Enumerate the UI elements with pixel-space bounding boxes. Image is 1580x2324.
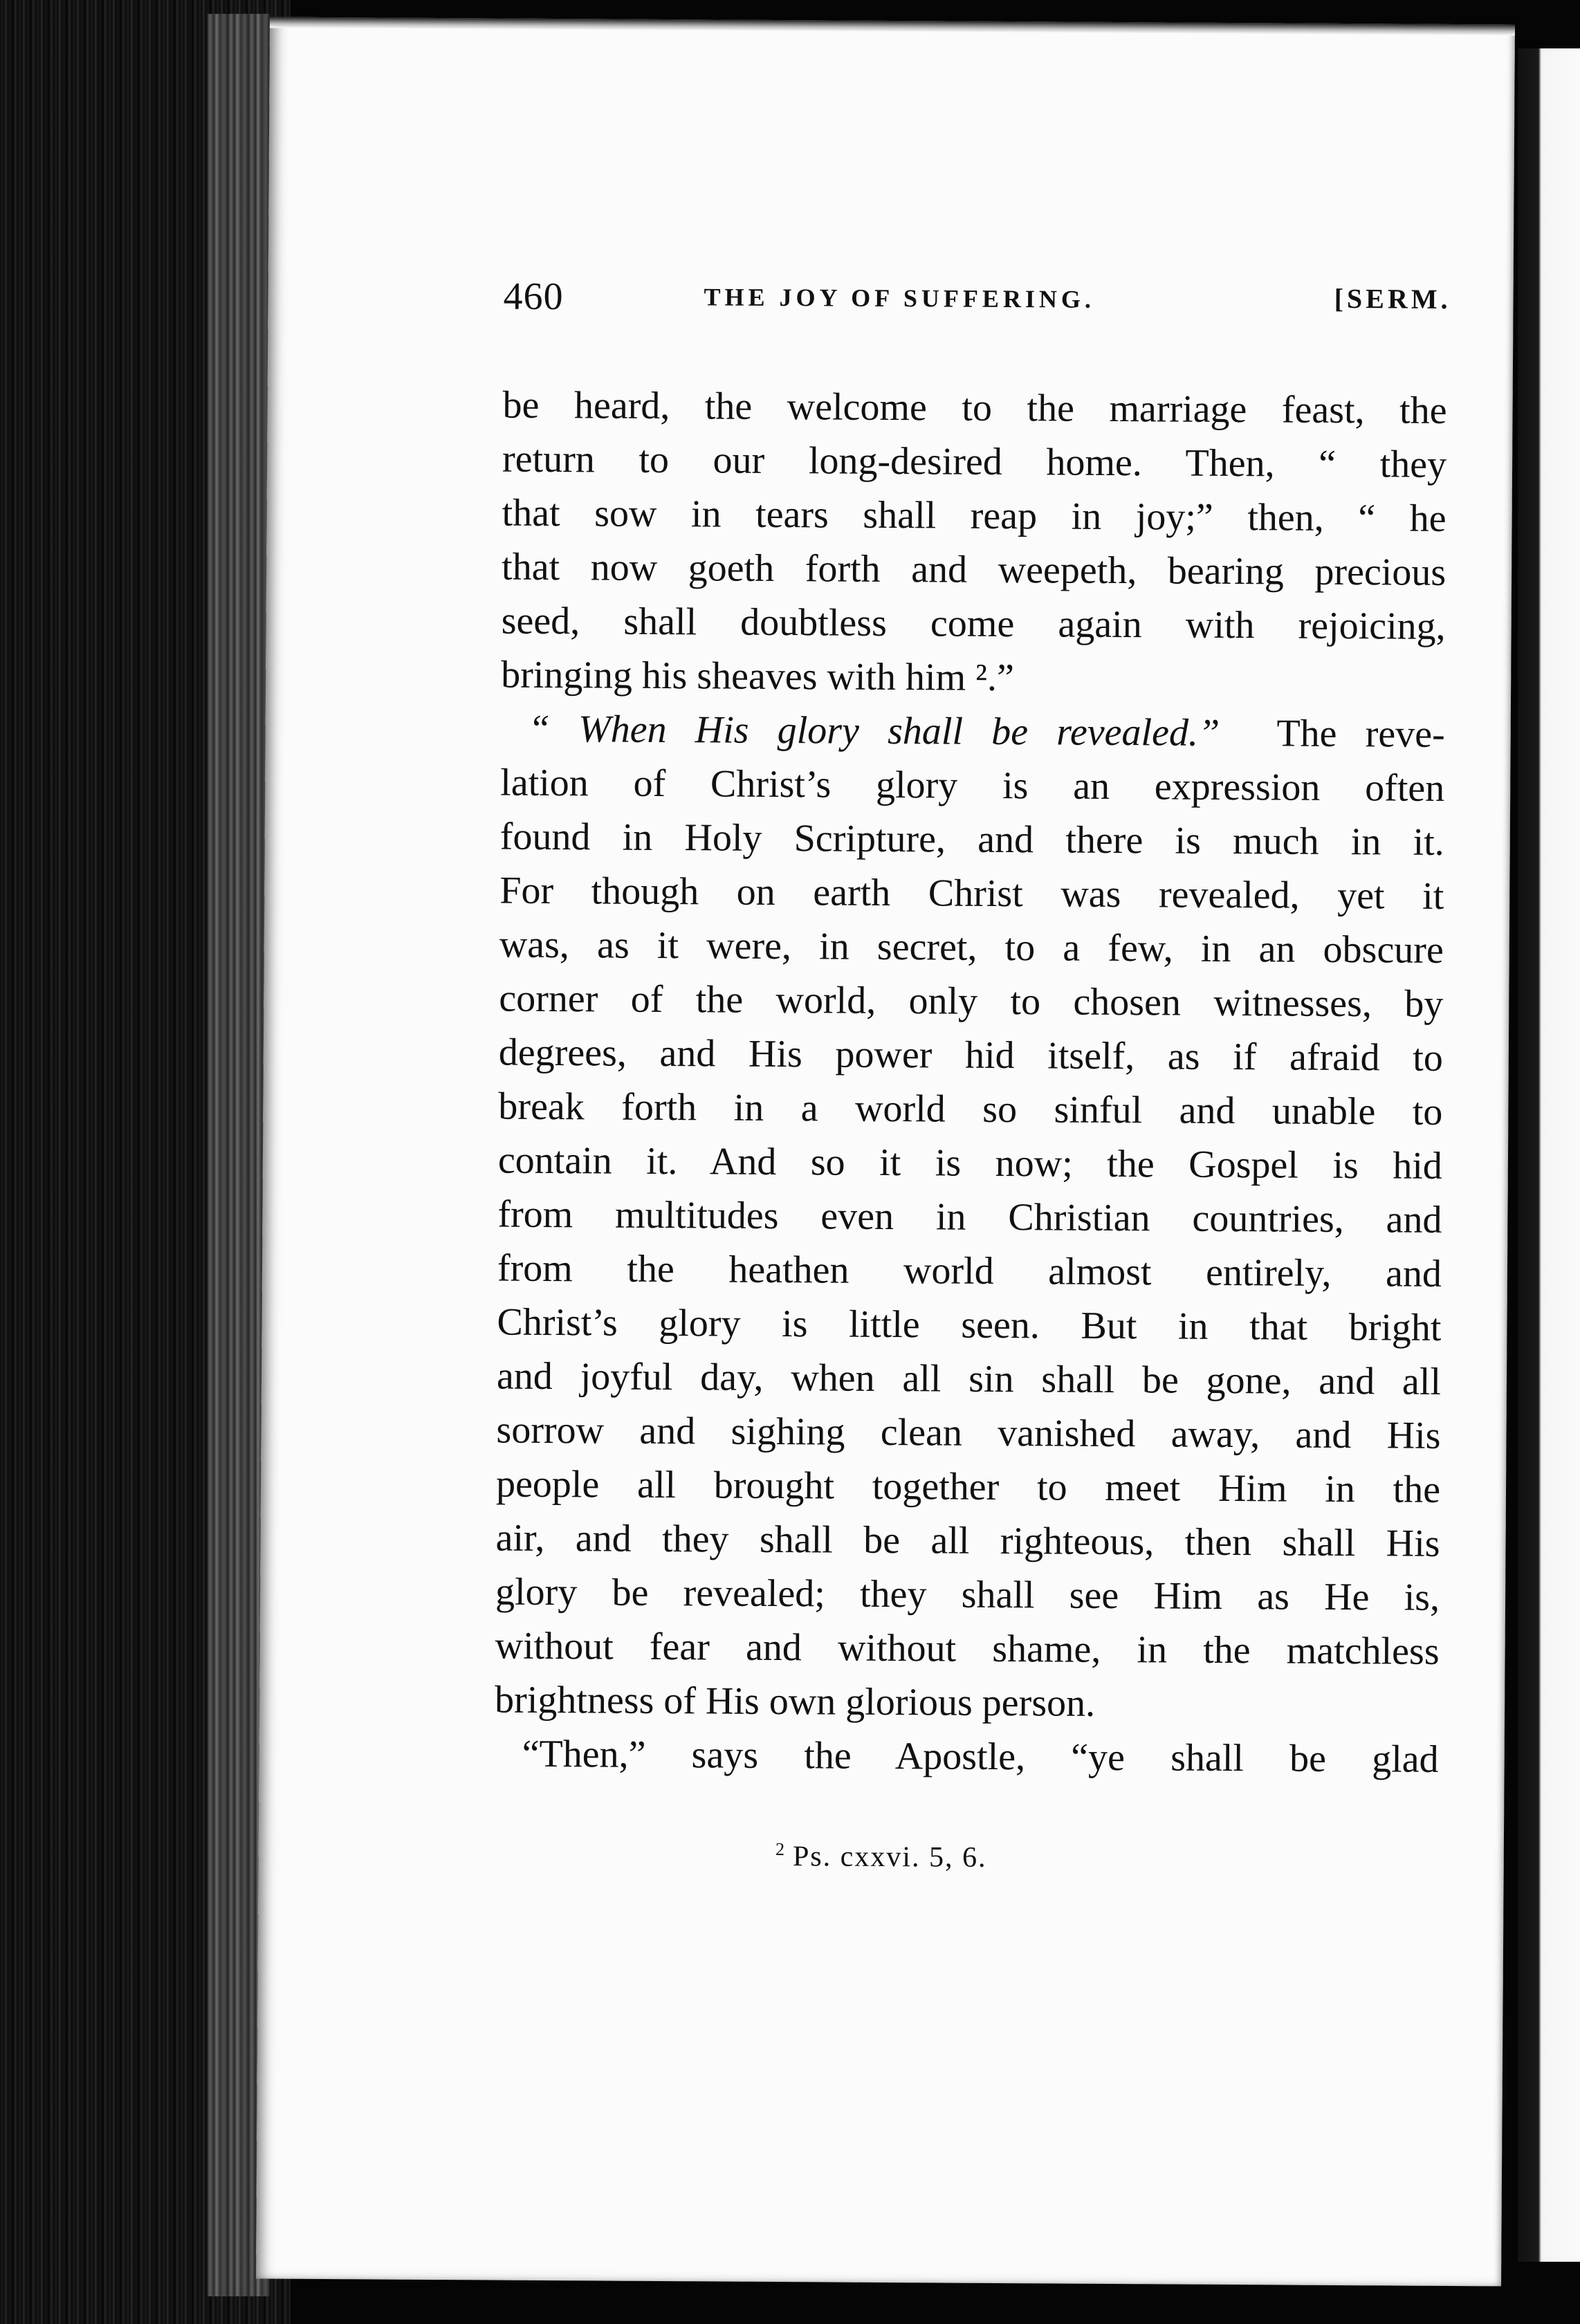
- footnote: [259, 1836, 1504, 1877]
- footnote-text: Ps. cxxvi. 5, 6.: [792, 1841, 987, 1874]
- section-label: [SERM.: [1334, 282, 1451, 315]
- adjacent-leaf: [1518, 48, 1580, 2262]
- page: [256, 17, 1515, 2287]
- body-text: [494, 378, 1446, 1787]
- text-line: contain it. And so it is now; the Gospel is hid: [497, 1138, 1443, 1188]
- page-top-edge: [270, 17, 1515, 36]
- text-continuation: The reve-: [1276, 712, 1445, 756]
- text-line: seed, shall doubtless come again with rejoicing,: [501, 599, 1446, 648]
- text-line: bringing his sheaves with him ².”: [501, 653, 1014, 700]
- text-line: [500, 702, 1444, 762]
- text-line: be heard, the welcome to the marriage feast, the: [502, 383, 1447, 432]
- text-line: and joyful day, when all sin shall be gone, and all: [496, 1354, 1442, 1403]
- text-line: return to our long-desired home. Then, “ they: [502, 437, 1447, 486]
- quoted-text: “ When His glory shall be revealed.”: [528, 707, 1220, 755]
- text-line: people all brought together to meet Him in the: [495, 1462, 1441, 1511]
- text-line: without fear and without shame, in the matchless: [495, 1624, 1440, 1673]
- text-line: glory be revealed; they shall see Him as He is,: [495, 1570, 1440, 1619]
- text-line: Christ’s glory is little seen. But in that bright: [497, 1300, 1442, 1349]
- text-line: air, and they shall be all righteous, then shall His: [495, 1516, 1440, 1565]
- text-line: from multitudes even in Christian countries, and: [497, 1192, 1442, 1242]
- text-line: corner of the world, only to chosen witnesses, by: [499, 977, 1444, 1026]
- text-line: For though on earth Christ was revealed, yet it: [499, 869, 1444, 918]
- text-line: break forth in a world so sinful and unable to: [498, 1085, 1443, 1134]
- text-line: from the heathen world almost entirely, and: [497, 1246, 1442, 1295]
- running-title: THE JOY OF SUFFERING.: [704, 283, 1096, 313]
- running-head: [503, 275, 1451, 335]
- text-line: lation of Christ’s glory is an expression often: [500, 761, 1445, 810]
- text-line: that sow in tears shall reap in joy;” then, “ he: [502, 491, 1446, 540]
- text-line: was, as it were, in secret, to a few, in an obscure: [499, 923, 1444, 972]
- text-line: that now goeth forth and weepeth, bearing precious: [501, 545, 1446, 594]
- text-line: found in Holy Scripture, and there is much in it.: [499, 815, 1444, 864]
- page-number: 460: [503, 275, 564, 319]
- text-line: sorrow and sighing clean vanished away, and His: [496, 1408, 1441, 1457]
- text-line: degrees, and His power hid itself, as if afraid to: [498, 1031, 1444, 1080]
- text-line: brightness of His own glorious person.: [494, 1678, 1096, 1725]
- footnote-mark: 2: [775, 1839, 787, 1860]
- text-line: “Then,” says the Apostle, “ye shall be glad: [522, 1732, 1439, 1781]
